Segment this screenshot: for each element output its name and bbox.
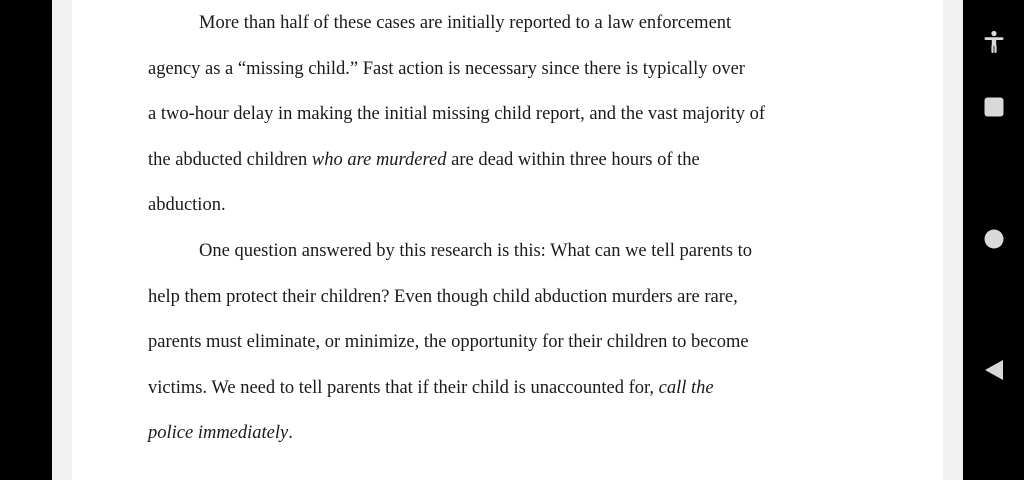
home-icon	[983, 228, 1005, 250]
paragraph-1-line-1: More than half of these cases are initially reported to a law enforcement	[199, 13, 732, 33]
back-button[interactable]	[963, 350, 1024, 390]
paragraph-2-line-3: parents must eliminate, or minimize, the opportunity for their children to become	[148, 332, 749, 352]
text-run: .	[288, 423, 293, 443]
emphasized-text: call the	[658, 378, 714, 398]
paragraph-2-line-2: help them protect their children? Even though child abduction murders are rare,	[148, 287, 738, 307]
paragraph-1-line-2: agency as a “missing child.” Fast action is necessary since there is typically over	[148, 59, 745, 79]
accessibility-icon	[983, 30, 1005, 54]
paragraph-1-line-5: abduction.	[148, 195, 226, 215]
text-run: the abducted children	[148, 150, 312, 170]
text-run: victims. We need to tell parents that if their child is unaccounted for,	[148, 378, 659, 398]
paragraph-1-line-4	[148, 148, 700, 172]
navigation-bar	[963, 0, 1024, 480]
paragraph-1-line-3: a two-hour delay in making the initial missing child report, and the vast majority of	[148, 104, 766, 124]
emphasized-text: who are murdered	[311, 150, 447, 170]
paragraph-2-line-4	[148, 376, 714, 400]
emphasized-text: police immediately	[148, 423, 289, 443]
document-page	[72, 0, 943, 480]
accessibility-button[interactable]	[963, 22, 1024, 62]
home-button[interactable]	[963, 219, 1024, 259]
back-icon	[983, 358, 1005, 382]
paragraph-2-line-5	[148, 421, 293, 445]
recents-icon	[983, 96, 1005, 118]
document-viewer[interactable]	[52, 0, 963, 480]
paragraph-2-line-1: One question answered by this research is this: What can we tell parents to	[199, 241, 752, 261]
recents-button[interactable]	[963, 87, 1024, 127]
text-run: are dead within three hours of the	[446, 150, 700, 170]
